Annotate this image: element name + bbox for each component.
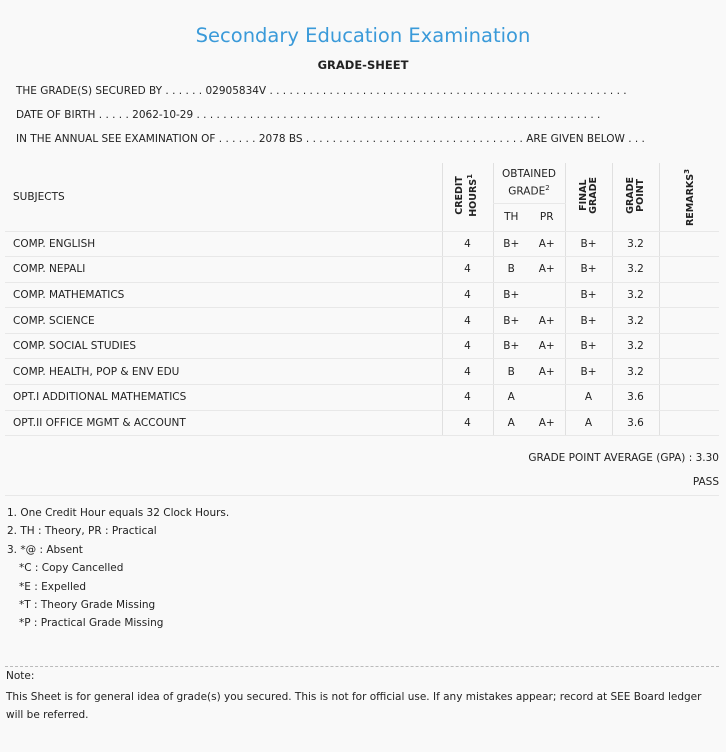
subjects-header: SUBJECTS (5, 163, 442, 231)
table-row (5, 410, 719, 436)
theory-grade-cell: B+ (493, 282, 529, 308)
grade-point-cell: 3.2 (612, 231, 659, 257)
divider (5, 495, 719, 496)
table-row (5, 385, 719, 411)
footnote-practical-missing: *P : Practical Grade Missing (19, 617, 164, 630)
final-grade-cell: B+ (565, 333, 612, 359)
practical-grade-cell: A+ (529, 410, 565, 436)
footnote-copy-cancelled: *C : Copy Cancelled (19, 562, 124, 575)
dashed-divider (5, 666, 719, 667)
final-grade-cell: B+ (565, 359, 612, 385)
final-grade-cell: B+ (565, 231, 612, 257)
remarks-cell (659, 410, 719, 436)
table-row (5, 231, 719, 257)
credit-hours-header: CREDIT HOURS$^1$ (442, 163, 493, 231)
note-text: This Sheet is for general idea of grade(s) you secured. This is not for official use. If any mistakes appear; record at SEE Board ledger will be referred. (6, 691, 702, 721)
grade-point-cell: 3.2 (612, 282, 659, 308)
final-grade-header: FINAL GRADE (565, 163, 612, 231)
theory-grade-cell: B+ (493, 308, 529, 334)
exam-year-line: IN THE ANNUAL SEE EXAMINATION OF . . . . . . 2078 BS . . . . . . . . . . . . . . . . . . . . . . . . . . . . . . . . . ARE GIVEN BELOW . . . (16, 133, 645, 145)
grade-point-cell: 3.2 (612, 359, 659, 385)
grade-point-cell: 3.6 (612, 410, 659, 436)
remarks-cell (659, 359, 719, 385)
final-grade-cell: A (565, 410, 612, 436)
theory-grade-cell: A (493, 385, 529, 411)
practical-grade-cell: A+ (529, 359, 565, 385)
practical-grade-cell: A+ (529, 333, 565, 359)
grade-point-cell: 3.2 (612, 308, 659, 334)
theory-grade-cell: B (493, 359, 529, 385)
grade-point-cell: 3.2 (612, 333, 659, 359)
page-title: Secondary Education Examination (195, 24, 531, 47)
grade-point-header: GRADE POINT (612, 163, 659, 231)
practical-grade-cell: A+ (529, 308, 565, 334)
credit-hours-cell: 4 (442, 385, 493, 411)
footnote-absent: 3. *@ : Absent (7, 543, 83, 556)
footnote-expelled: *E : Expelled (19, 580, 87, 593)
grade-sheet-heading: GRADE-SHEET (317, 58, 409, 72)
practical-grade-cell (529, 385, 565, 411)
remarks-header: REMARKS$^3$ (659, 163, 719, 231)
footnotes (7, 504, 229, 633)
subject-cell: COMP. HEALTH, POP & ENV EDU (5, 359, 442, 385)
final-grade-cell: B+ (565, 282, 612, 308)
theory-grade-cell: B+ (493, 231, 529, 257)
grade-point-cell: 3.2 (612, 257, 659, 283)
table-row (5, 282, 719, 308)
table-row (5, 257, 719, 283)
remarks-cell (659, 333, 719, 359)
subject-cell: COMP. MATHEMATICS (5, 282, 442, 308)
table-row (5, 333, 719, 359)
subject-cell: COMP. SOCIAL STUDIES (5, 333, 442, 359)
table-row (5, 308, 719, 334)
gpa-summary: GRADE POINT AVERAGE (GPA) : 3.30 (528, 452, 719, 464)
remarks-cell (659, 308, 719, 334)
remarks-cell (659, 257, 719, 283)
result-status: PASS (692, 476, 719, 488)
footnote-credit-hour: 1. One Credit Hour equals 32 Clock Hours. (7, 507, 230, 519)
practical-grade-cell: A+ (529, 231, 565, 257)
table-row (5, 359, 719, 385)
grade-table (5, 163, 719, 436)
grade-secured-by-line: THE GRADE(S) SECURED BY . . . . . . 02905834V . . . . . . . . . . . . . . . . . . . . . . . . . . . . . . . . . . . . . . . . . . . . . . . . . . . . . . (16, 85, 627, 97)
credit-hours-cell: 4 (442, 308, 493, 334)
practical-header: PR (529, 203, 565, 231)
subject-cell: OPT.I ADDITIONAL MATHEMATICS (5, 385, 442, 411)
credit-hours-cell: 4 (442, 359, 493, 385)
final-grade-cell: B+ (565, 308, 612, 334)
subject-cell: COMP. NEPALI (5, 257, 442, 283)
theory-grade-cell: A (493, 410, 529, 436)
final-grade-cell: B+ (565, 257, 612, 283)
remarks-cell (659, 385, 719, 411)
remarks-cell (659, 282, 719, 308)
credit-hours-cell: 4 (442, 333, 493, 359)
date-of-birth-line: DATE OF BIRTH . . . . . 2062-10-29 . . . . . . . . . . . . . . . . . . . . . . . . . . . . . . . . . . . . . . . . . . . . . . . . . . . . . . . . . . . . . (16, 109, 601, 121)
credit-hours-cell: 4 (442, 257, 493, 283)
subject-cell: COMP. SCIENCE (5, 308, 442, 334)
theory-grade-cell: B (493, 257, 529, 283)
credit-hours-cell: 4 (442, 231, 493, 257)
subject-cell: OPT.II OFFICE MGMT & ACCOUNT (5, 410, 442, 436)
final-grade-cell: A (565, 385, 612, 411)
remarks-cell (659, 231, 719, 257)
practical-grade-cell: A+ (529, 257, 565, 283)
theory-header: TH (493, 203, 529, 231)
credit-hours-cell: 4 (442, 410, 493, 436)
footnote-th-pr: 2. TH : Theory, PR : Practical (7, 525, 157, 538)
footnote-theory-missing: *T : Theory Grade Missing (19, 599, 156, 612)
theory-grade-cell: B+ (493, 333, 529, 359)
practical-grade-cell (529, 282, 565, 308)
subject-cell: COMP. ENGLISH (5, 231, 442, 257)
grade-point-cell: 3.6 (612, 385, 659, 411)
credit-hours-cell: 4 (442, 282, 493, 308)
note-heading: Note: (6, 670, 35, 682)
obtained-grade-header: OBTAINED GRADE$^2$ (493, 163, 565, 203)
